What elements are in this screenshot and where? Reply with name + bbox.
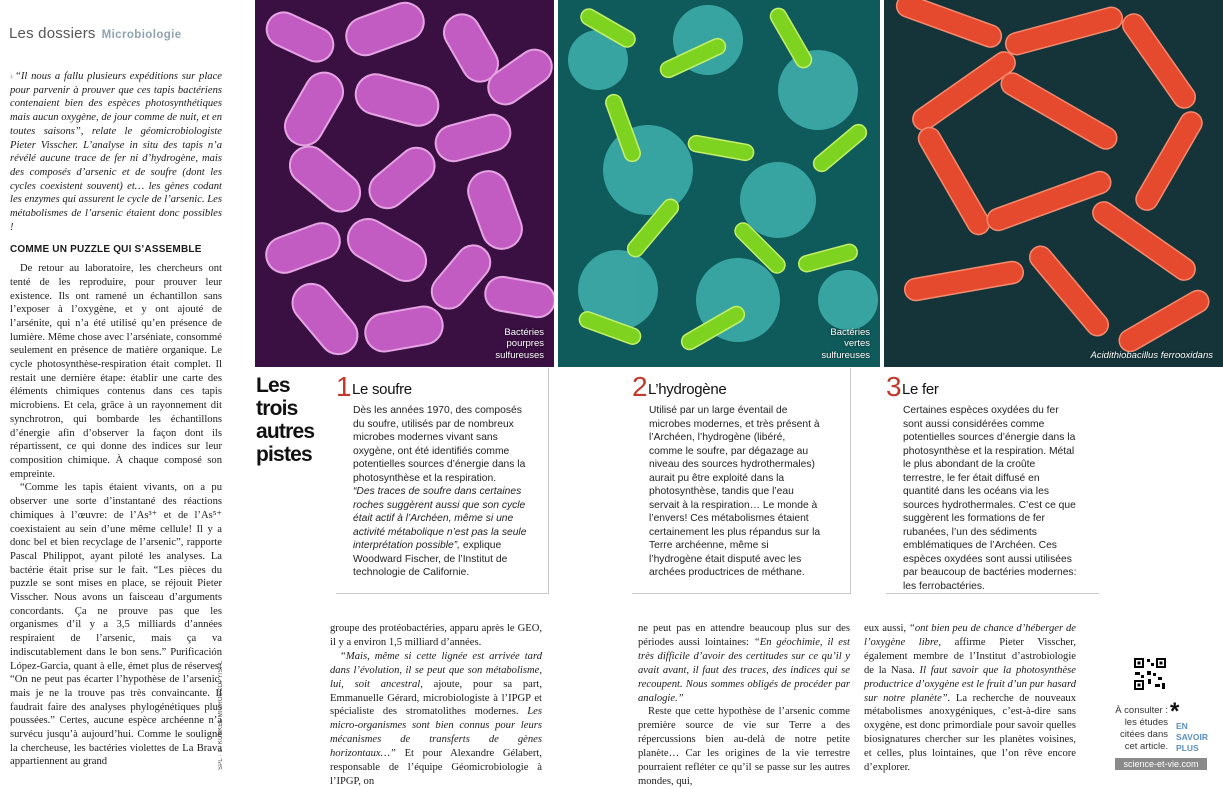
paragraph [864, 622, 1076, 775]
quote: Les micro-organismes sont bien connus pour leurs mécanismes de transferts de gènes horizontaux…” [330, 706, 542, 760]
pathway-box-sulfur [336, 368, 549, 594]
quote: “ont bien peu de chance d’héberger de l’oxygène libre, [864, 623, 1076, 648]
paragraph: groupe des protéobactéries, apparu après le GEO, il y a environ 1,5 milliard d’années. [330, 623, 542, 648]
photo-credit: SPL · D. KUNKEL MICROSCOPY/SPL [218, 660, 224, 770]
continuation-arrow-icon: › [10, 71, 13, 81]
column-4 [864, 622, 1076, 775]
photo-caption: Acidithiobacillus ferrooxidans [1090, 349, 1213, 361]
box-number: 2 [632, 371, 648, 402]
paragraph: “Comme les tapis étaient vivants, on a pu observer une sorte d’instantané des réactions chimiques à l’œuvre: de l’As³⁺ et de l’As⁵⁺ coexistaient au sein d’une même cellule! Il y a donc bel et bien recyclage de l’arsenic”, rapporte Pascal Philippot, ayant piloté les analyses. La bactérie était prise sur le fait. “Les pièces du puzzle se sont mises en place, se réjouit Pieter Visscher. Nous avons un faisceau d’arguments concordants. Ça ne prouve pas que les organismes d’il y a 3,5 milliards d’années respiraient de l’arsenic, mais ça va indiscutablement dans le bon sens.” Purificación López-Garcia, quant à elle, émet plus de réserves: “On ne peut pas écarter l’hypothèse de l’arsenic, mais je ne la trouve pas très convaincante. Il faudrait faire des analyses phylogénétiques plus poussées.” Certes, aucune espèce archéenne n’a survécu jusqu’à aujourd’hui. Comme le souligne la chercheuse, les bactéries violettes de La Brava appartiennent au grand [10, 482, 222, 768]
quote: “Mais, même si cette lignée est arrivée tard dans l’évolution, il se peut que son métabolisme, lui, soit ancestral, [330, 650, 542, 690]
paragraph-text: Et pour Alexandre Gélabert, responsable de l’équipe Géomicrobiologie à l’IPGP, on [330, 748, 542, 787]
asterisk-icon: * [1170, 698, 1180, 725]
paragraph-text: ajoute, pour sa part, Emmanuelle Gérard, microbiologiste à l’IPGP et spécialiste des stromatolithes modernes. [330, 678, 542, 718]
pathway-box-iron [886, 368, 1099, 594]
paragraph [638, 622, 850, 705]
sidebar-title: Les trois autres pistes [256, 374, 315, 466]
box-heading: Le soufre [352, 381, 412, 398]
en-savoir-plus-text: EN SAVOIR PLUS [1176, 721, 1208, 753]
photo-green-bacteria [558, 0, 880, 367]
photo-purple-bacteria [255, 0, 554, 367]
box-quote: “Des traces de soufre dans certaines roches suggèrent aussi que son cycle était actif à l’Archéen, même si une activité métabolique n’est pas la seule interprétation possible”, [353, 486, 527, 551]
box-body [353, 404, 533, 580]
section-header [9, 25, 182, 42]
paragraph-text: affirme Pieter Visscher, également membre de l’Institut d’astrobiologie de la Nasa. [864, 636, 1076, 676]
paragraph [10, 70, 222, 234]
box-body: Certaines espèces oxydées du fer sont aussi considérées comme potentielles sources d’énergie dans la photosynthèse et la respiration. Métal le plus abondant de la croûte terrestre, le fer était diffusé en quantité dans les océans via les sources hydrothermales. C’est ce que suggèrent les formations de fer rubanées, l’un des sédiments emblématiques de l’Archéen. Ces espèces oxydées sont aussi utilisées par beaucoup de bactéries modernes: les ferrobactéries. [903, 405, 1077, 592]
quote: “En géochimie, il est très difficile d’avoir des certitudes sur ce qu’il y avait avant, il faut des traces, des indices qui se recoupent. Nous sommes obligés de procéder par analogie.” [638, 636, 850, 704]
box-text: Dès les années 1970, des composés du soufre, utilisés par de nombreux microbes modernes vivant sans oxygène, ont été identifiés comme potentielles sources d’énergie dans la photosynthèse et la respiration. [353, 405, 526, 484]
website-link[interactable]: science-et-vie.com [1115, 758, 1207, 770]
paragraph-text: “Il nous a fallu plusieurs expéditions sur place pour parvenir à prouver que ces tapis bactériens contenaient bien des espèces photosynthétiques mais aucun oxygène, de jour comme de nuit, et en toutes saisons”, relate le géomicrobiologiste Pieter Visscher. L’analyse in situ des tapis n’a révélé aucune trace de fer ni d’hydrogène, mais des composés d’arsenic et de soufre (dont les cycles coexistent souvent) et… les gènes codant les enzymes qui assurent le cycle de l’arsenic. Les métabolismes de l’arsenic étaient donc possibles ! [10, 71, 222, 233]
photo-ferrooxidans [884, 0, 1223, 367]
left-column [10, 70, 222, 769]
box-body: Utilisé par un large éventail de microbes modernes, et très présent à l’Archéen, l’hydrogène (libéré, comme le soufre, par dégazage au niveau des sources hydrothermales) aurait pu être exploité dans la photosynthèse, tandis que l’eau servait à la respiration… Le monde à l’envers! Ces métabolismes étaient certainement les plus répandus sur la Terre archéenne, même si l’hydrogène était disputé avec les archées productrices de méthane. [649, 405, 821, 578]
column-3 [638, 622, 850, 789]
paragraph: De retour au laboratoire, les chercheurs ont tenté de les reproduire, pour prouver leur existence. Ils ont ramené un échantillon sans l’exposer à l’oxygène, et y ont ajouté de l’arsénite, qui n’a été utilisé qu’en présence de lumière. Même chose avec l’arséniate, consommé seulement en présence de matière organique. Le cycle photosynthèse-respiration était complet. Il restait une dernière étape: établir une carte des éléments chimiques contenus dans ces tapis microbiens. Et cela, grâce à un rayonnement dit synchrotron, qui bombarde les échantillons d’énergie afin d’observer la façon dont ils répartissent, ce qui donne des indices sur leur composition chimique. À chaque composé son empreinte. [10, 263, 222, 480]
pathway-box-hydrogen [632, 368, 851, 594]
section-subtitle: Microbiologie [101, 29, 182, 41]
photo-caption: Bactéries pourpres sulfureuses [495, 326, 544, 361]
section-title: Les dossiers [9, 25, 96, 42]
photo-caption: Bactéries vertes sulfureuses [821, 326, 870, 361]
further-reading-note: À consulter : les études citées dans cet article. [1115, 705, 1168, 752]
en-savoir-plus-label [1176, 721, 1216, 754]
box-text: explique Woodward Fischer, de l’Institut de technologie de Californie. [353, 540, 508, 578]
box-number: 1 [336, 371, 352, 402]
paragraph-text: eux aussi, [864, 623, 909, 634]
paragraph-text: ne peut pas en attendre beaucoup plus sur des périodes aussi lointaines: [638, 623, 850, 648]
column-2 [330, 622, 542, 789]
box-heading: L’hydrogène [648, 381, 727, 398]
box-heading: Le fer [902, 381, 939, 398]
qr-code-icon[interactable] [1133, 657, 1167, 691]
quote: Il faut savoir que la photosynthèse productrice d’oxygène est le fruit d’un pur hasard sur notre planète”. [864, 664, 1076, 704]
box-number: 3 [886, 371, 902, 402]
paragraph-text: La recherche de nouveaux métabolismes anoxygéniques, c’est-à-dire sans oxygène, est donc primordiale pour savoir quelles biosignatures chercher sur les planètes voisines, et celles, plus lointaines, que l’on rêve encore d’explorer. [864, 692, 1076, 774]
paragraph: Reste que cette hypothèse de l’arsenic comme première source de vie sur Terre a des répercussions bien au-delà de notre petite planète… Car les origines de la vie terrestre pourraient refléter ce qu’il se passe sur les autres mondes, qui, [638, 706, 850, 787]
paragraph [330, 650, 542, 789]
subheading: COMME UN PUZZLE QUI S’ASSEMBLE [10, 244, 202, 256]
